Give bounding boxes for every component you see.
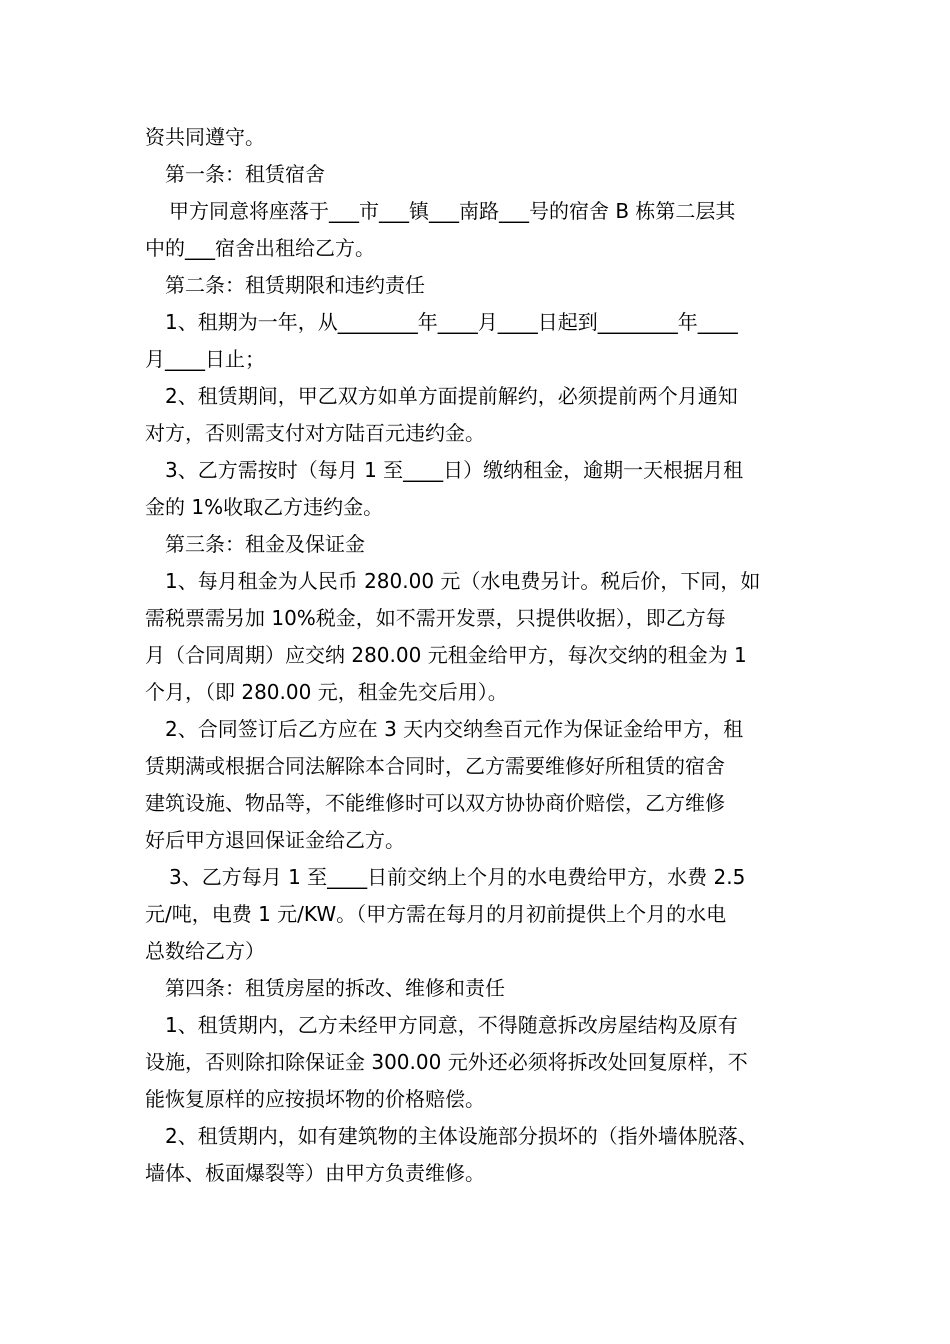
text-line: 建筑设施、物品等，不能维修时可以双方协协商价赔偿，乙方维修	[145, 791, 725, 815]
text-line: 中的___宿舍出租给乙方。	[145, 236, 375, 260]
text-line: 元/吨，电费 1 元/KW。（甲方需在每月的月初前提供上个月的水电	[145, 902, 727, 926]
text-line: 设施，否则除扣除保证金 300.00 元外还必须将拆改处回复原样，不	[145, 1050, 748, 1074]
text-line: 金的 1%收取乙方违约金。	[145, 495, 384, 519]
article-heading: 第四条：租赁房屋的拆改、维修和责任	[165, 976, 505, 1000]
clause-line: 1、租赁期内，乙方未经甲方同意，不得随意拆改房屋结构及原有	[165, 1013, 738, 1037]
clause-line: 2、合同签订后乙方应在 3 天内交纳叁百元作为保证金给甲方，租	[165, 717, 744, 741]
text-line: 总数给乙方）	[145, 939, 265, 963]
text-line: 月____日止；	[145, 347, 265, 371]
text-line: 好后甲方退回保证金给乙方。	[145, 828, 405, 852]
text-line: 资共同遵守。	[145, 125, 265, 149]
clause-line: 1、每月租金为人民币 280.00 元（水电费另计。税后价，下同，如	[165, 569, 761, 593]
text-line: 需税票需另加 10%税金，如不需开发票，只提供收据），即乙方每	[145, 606, 726, 630]
text-line: 个月，（即 280.00 元，租金先交后用）。	[145, 680, 508, 704]
clause-line: 3、乙方需按时（每月 1 至____日）缴纳租金，逾期一天根据月租	[165, 458, 744, 482]
article-heading: 第一条：租赁宿舍	[165, 162, 325, 186]
text-line: 对方，否则需支付对方陆百元违约金。	[145, 421, 485, 445]
clause-line: 1、租期为一年，从________年____月____日起到________年____	[165, 310, 738, 334]
clause-line: 2、租赁期内，如有建筑物的主体设施部分损坏的（指外墙体脱落、	[165, 1124, 758, 1148]
clause-line: 3、乙方每月 1 至____日前交纳上个月的水电费给甲方，水费 2.5	[169, 865, 746, 889]
article-heading: 第三条：租金及保证金	[165, 532, 365, 556]
document-body	[145, 119, 825, 1192]
text-line: 赁期满或根据合同法解除本合同时，乙方需要维修好所租赁的宿舍	[145, 754, 725, 778]
article-heading: 第二条：租赁期限和违约责任	[165, 273, 425, 297]
text-line: 甲方同意将座落于___市___镇___南路___号的宿舍 B 栋第二层其	[169, 199, 736, 223]
text-line: 能恢复原样的应按损坏物的价格赔偿。	[145, 1087, 485, 1111]
text-line: 墙体、板面爆裂等）由甲方负责维修。	[145, 1161, 485, 1185]
text-line: 月（合同周期）应交纳 280.00 元租金给甲方，每次交纳的租金为 1	[145, 643, 747, 667]
clause-line: 2、租赁期间，甲乙双方如单方面提前解约，必须提前两个月通知	[165, 384, 738, 408]
